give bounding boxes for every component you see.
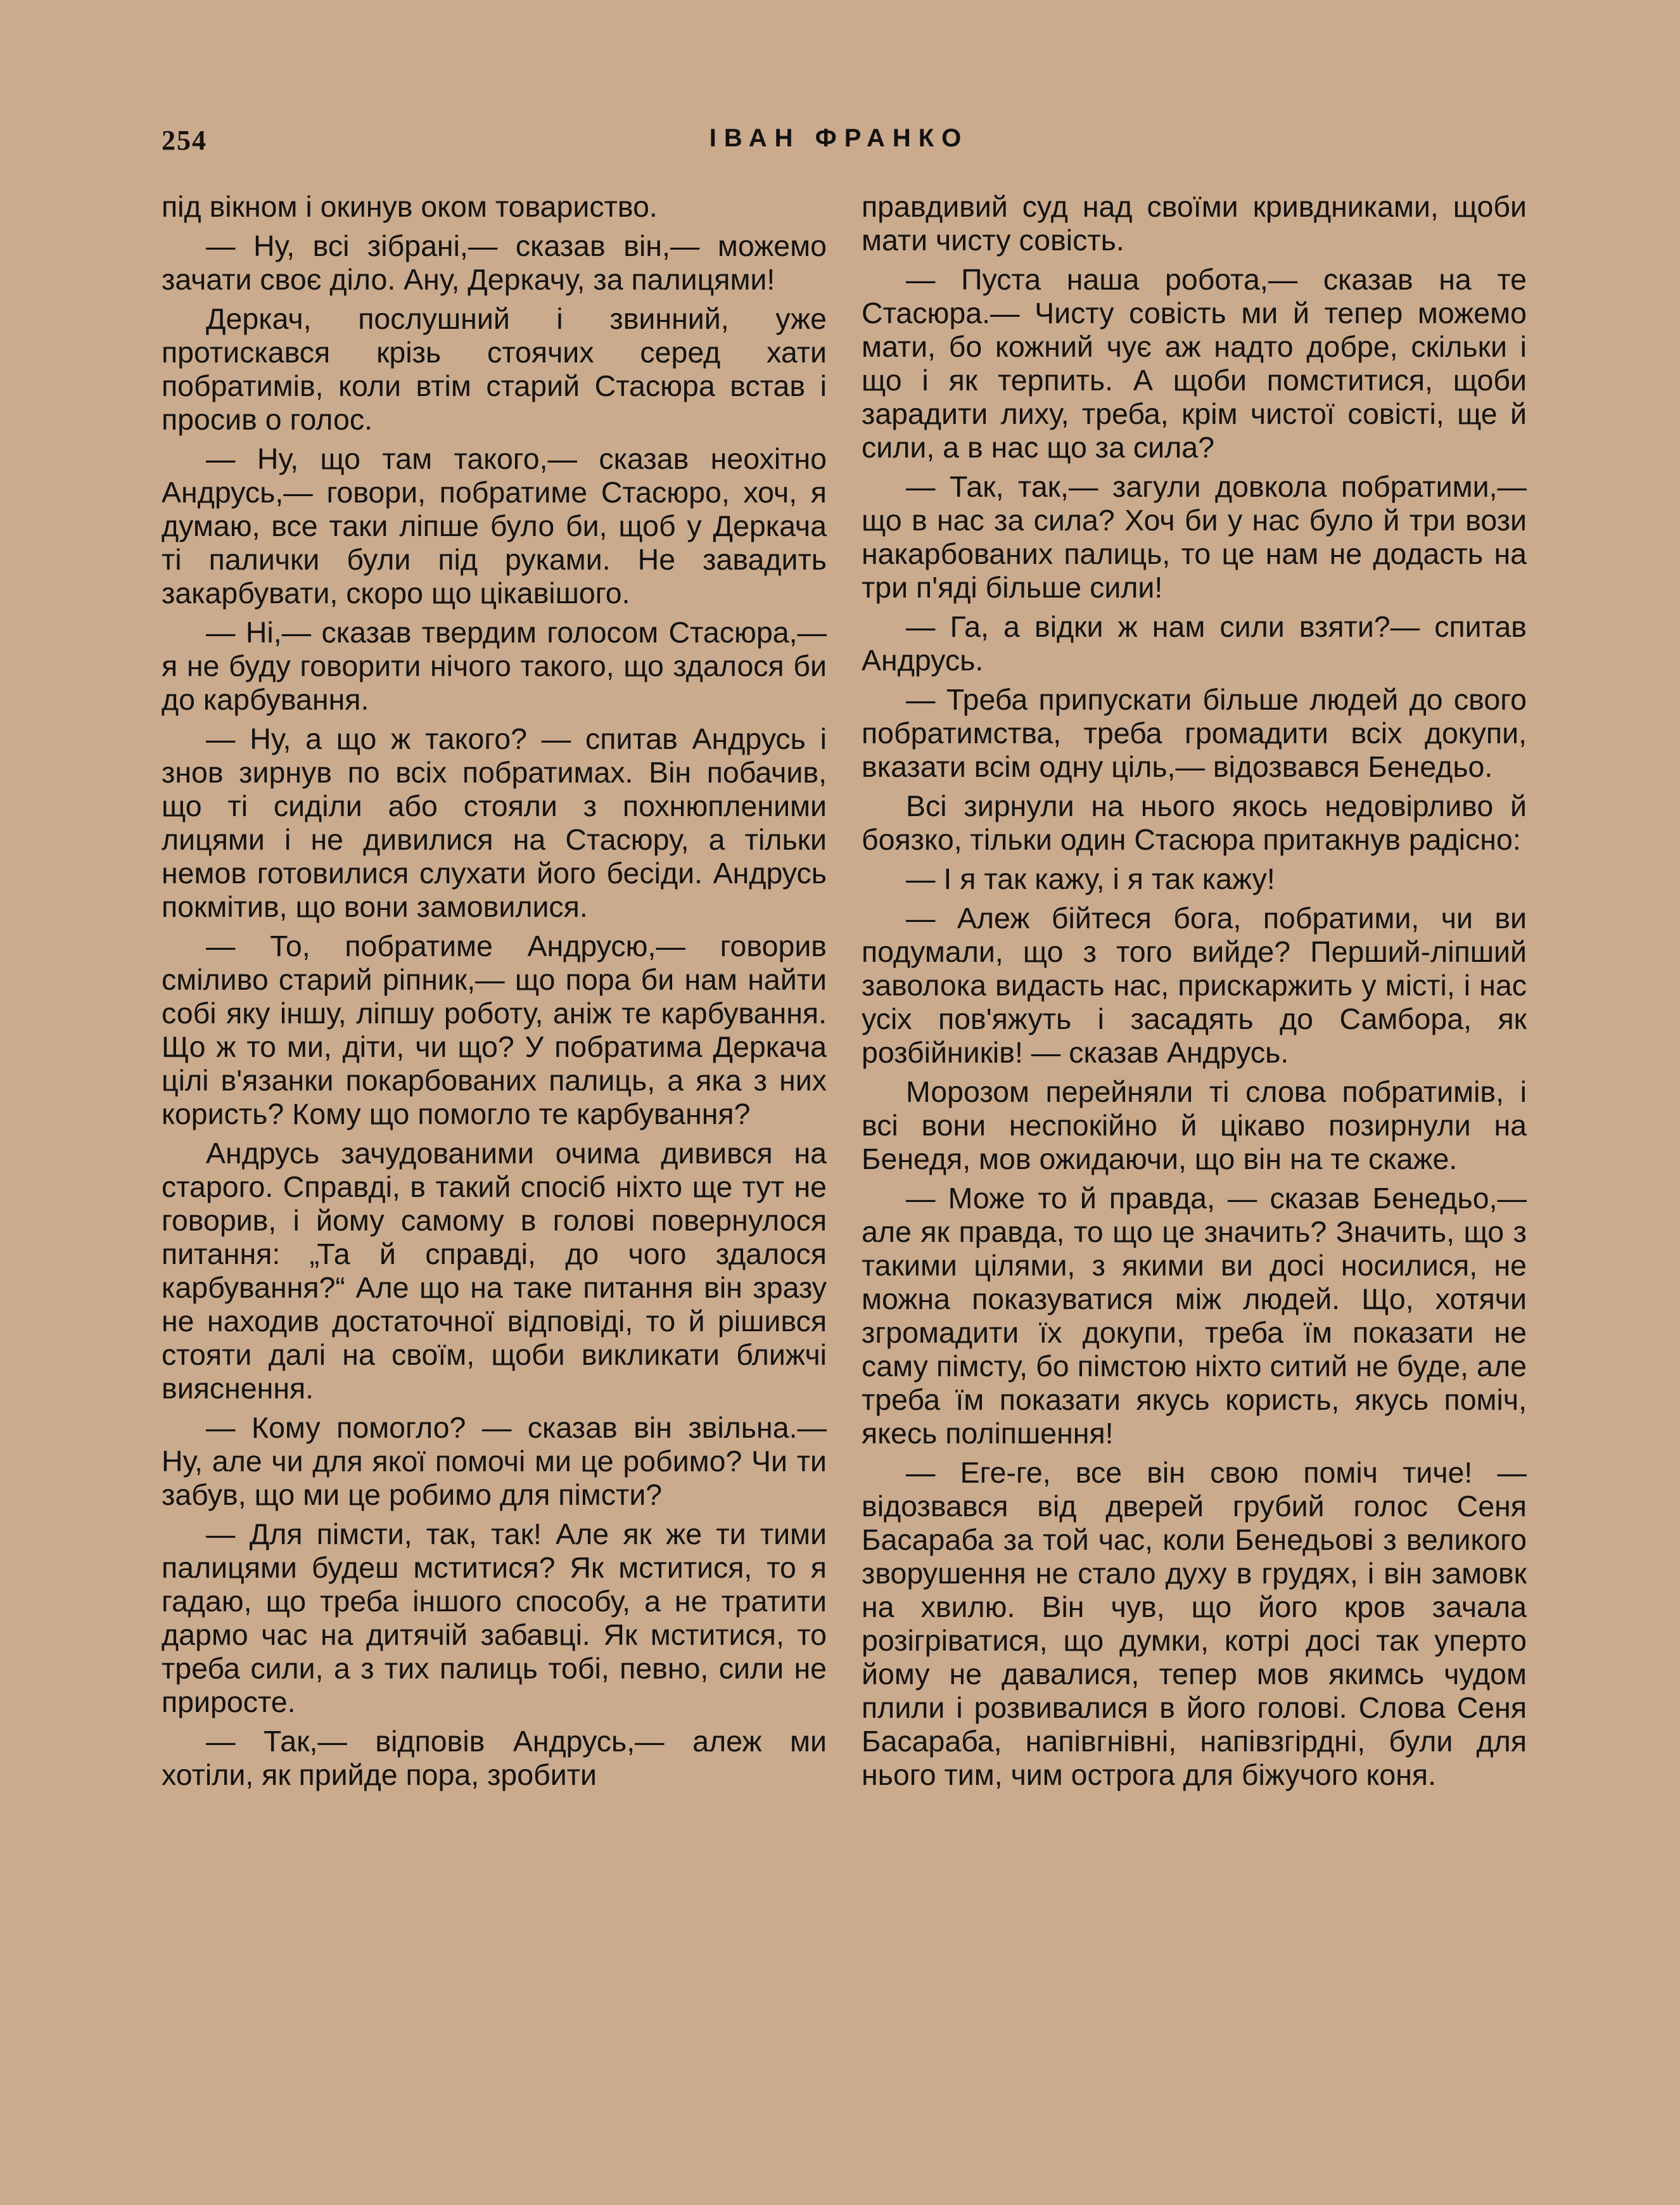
page-header [162,124,1517,162]
paragraph: під вікном і окинув оком товариство. [162,190,658,223]
paragraph: — Ні,— сказав твердим голосом Стасюра,— я не буду говорити нічого такого, що здалося би до карбування. [162,616,827,716]
paragraph: — Може то й правда, — сказав Бенедьо,— але як правда, то що це значить? Значить, що з такими цілями, з якими ви досі носилися, не можна показуватися між людей. Що, хотячи згромадити їх докупи, треба їм показати не саму пімсту, бо пімстою ніхто ситий не буде, але треба їм показати якусь користь, якусь поміч, якесь поліпшення! [862,1182,1527,1450]
text-column-right [862,190,1527,1798]
paragraph: Деркач, послушний і звинний, уже протискався крізь стоячих серед хати побратимів, коли втім старий Стасюра встав і просив о голос. [162,302,827,436]
paragraph: — Ну, що там такого,— сказав неохітно Андрусь,— говори, побратиме Стасюро, хоч, я думаю, все таки ліпше було би, щоб у Деркача ті палички були під руками. Не завадить закарбувати, скоро що цікавішого. [162,442,827,610]
paragraph: — І я так кажу, і я так кажу! [906,862,1275,895]
paragraph: — Треба припускати більше людей до свого побратимства, треба громадити всіх докупи, вказати всім одну ціль,— відозвався Бенедьо. [862,683,1527,783]
paragraph: Морозом перейняли ті слова побратимів, і всі вони неспокійно й цікаво позирнули на Бенедя, мов ожидаючи, що він на те скаже. [862,1075,1527,1175]
paragraph: — То, побратиме Андрусю,— говорив сміливо старий ріпник,— що пора би нам найти собі яку іншу, ліпшу роботу, аніж те карбування. Що ж то ми, діти, чи що? У побратима Деркача цілі в'язанки покарбованих палиць, а яка з них користь? Кому що помогло те карбування? [162,930,827,1130]
paragraph: Всі зирнули на нього якось недовірливо й боязко, тільки один Стасюра притакнув радісно: [862,789,1527,856]
running-head-author: ІВАН ФРАНКО [709,124,969,152]
paragraph: — Пуста наша робота,— сказав на те Стасюра.— Чисту совість ми й тепер можемо мати, бо кожний чує аж надто добре, скільки і що і як терпить. А щоби помститися, щоби зарадити лиху, треба, крім чистої совісті, ще й сили, а в нас що за сила? [862,263,1527,464]
paragraph: — Так, так,— загули довкола побратими,— що в нас за сила? Хоч би у нас було й три вози накарбованих палиць, то це нам не додасть на три п'яді більше сили! [862,470,1527,604]
paragraph: — Для пімсти, так, так! Але як же ти тими палицями будеш мститися? Як мститися, то я гадаю, що треба іншого способу, а не тратити дармо час на дитячій забавці. Як мститися, то треба сили, а з тих палиць тобі, певно, сили не приросте. [162,1518,827,1718]
text-column-left [162,190,827,1798]
paragraph: — Так,— відповів Андрусь,— алеж ми хотіли, як прийде пора, зробити [162,1725,827,1791]
paragraph: — Ну, всі зібрані,— сказав він,— можемо зачати своє діло. Ану, Деркачу, за палицями! [162,229,827,296]
paragraph: — Кому помогло? — сказав він звільна.— Ну, але чи для якої помочі ми це робимо? Чи ти забув, що ми це робимо для пімсти? [162,1411,827,1511]
paragraph: Андрусь зачудованими очима дивився на старого. Справді, в такий спосіб ніхто ще тут не говорив, і йому самому в голові повернулося питання: „Та й справді, до чого здалося карбування?“ Але що на таке питання він зразу не находив достаточної відповіді, то й рішився стояти далі на своїм, щоби викликати ближчі вияснення. [162,1137,827,1405]
paragraph: — Га, а відки ж нам сили взяти?— спитав Андрусь. [862,610,1527,677]
paragraph: — Алеж бійтеся бога, побратими, чи ви подумали, що з того вийде? Перший-ліпший заволока видасть нас, прискаржить у місті, і нас усіх пов'яжуть і засадять до Самбора, як розбійників! — сказав Андрусь. [862,902,1527,1069]
paragraph: — Ну, а що ж такого? — спитав Андрусь і знов зирнув по всіх побратимах. Він побачив, що ті сиділи або стояли з похнюпленими лицями і не дивилися на Стасюру, а тільки немов готовилися слухати його бесіди. Андрусь покмітив, що вони замовилися. [162,722,827,923]
page-number: 254 [162,125,207,156]
paragraph: правдивий суд над своїми кривдниками, щоби мати чисту совість. [862,190,1527,257]
paragraph: — Еге-ге, все він свою поміч тиче! — відозвався від дверей грубий голос Сеня Басараба за той час, коли Бенедьові з великого зворушення не стало духу в грудях, і він замовк на хвилю. Він чув, що його кров зачала розігріватися, що думки, котрі досі так уперто йому не давалися, тепер мов якимсь чудом плили і розвивалися в його голові. Слова Сеня Басараба, напівгнівні, напівзгірдні, були для нього тим, чим острога для біжучого коня. [862,1456,1527,1791]
